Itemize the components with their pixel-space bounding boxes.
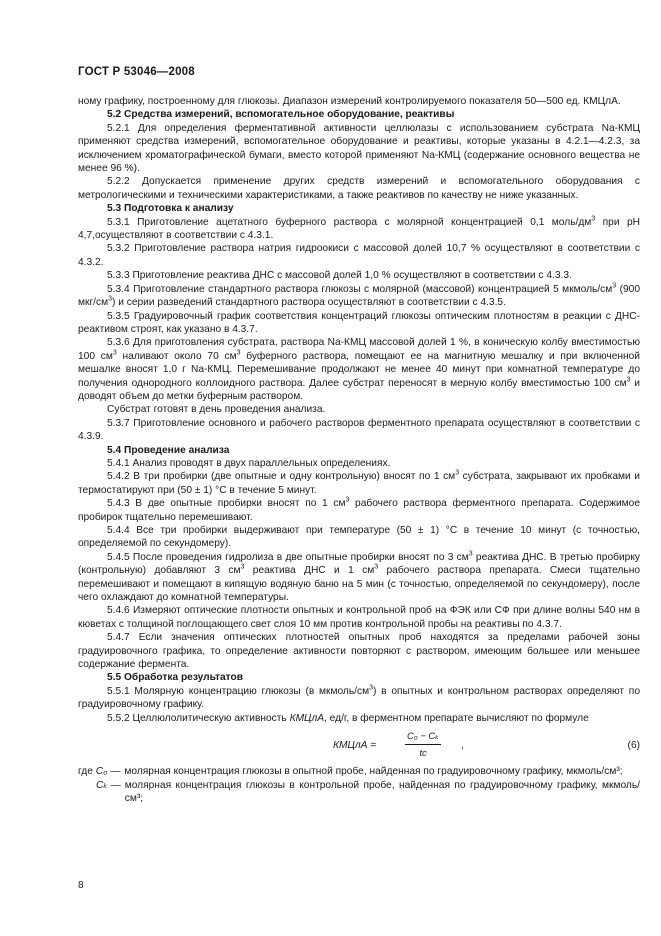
paragraph-5-3-5: 5.3.5 Градуировочный график соответствия концентраций глюкозы оптическим плотностям в реакции с ДНС-реактивом строят, как указано в 4.3.7.	[78, 310, 640, 335]
formula-number: (6)	[627, 740, 640, 752]
paragraph-5-3-7: 5.3.7 Приготовление основного и рабочего растворов ферментного препарата осуществляют в соответствии с 4.3.9.	[78, 417, 640, 443]
formula-fraction	[405, 729, 441, 759]
section-heading-5-3: 5.3 Подготовка к анализу	[107, 203, 234, 215]
paragraph-5-4-2: 5.4.2 В три пробирки (две опытные и одну контрольную) вносят по 1 $см^3$ субстрата, закрывают их пробками и термостатируют при (50 ± 1) °С в течение 5 минут.	[78, 469, 641, 496]
paragraph-5-3-3: 5.3.3 Приготовление реактива ДНС с массовой долей 1,0 % осуществляют в соответствии с 4.3.3.	[107, 270, 572, 282]
where-c0	[78, 765, 640, 778]
where-ck-desc: молярная концентрация глюкозы в контрольной пробе, найденная по градуировочному графику, мкмоль/см³;	[124, 779, 640, 804]
paragraph-5-5-2: 5.5.2 Целлюлолитическую активность КМЦлА, ед/г, в ферментном препарате вычисляют по формуле	[107, 712, 589, 724]
paragraph-5-3-1: 5.3.1 Приготовление ацетатного буферного раствора с молярной концентрацией 0,1 моль/$дм^3$ при pH 4,7,осуществляют в соответствии с 4.3.1.	[78, 215, 640, 242]
paragraph-5-2-1: 5.2.1 Для определения ферментативной активности целлюлазы с использованием субстрата Na-КМЦ применяют средства измерений, вспомогательное оборудование и реактивы, которые указаны в 4.2.1—4.2.3, за исключением хроматографической бумаги, вместо которой применяют Na-КМЦ (содержание основного вещества не менее 96 %).	[78, 122, 640, 175]
paragraph-5-4-5: 5.4.5 После проведения гидролиза в две опытные пробирки вносят по 3 $см^3$ реактива ДНС. В третью пробирку (контрольную) добавляют 3 $см^3$ реактива ДНС и 1 $см^3$ рабочего раствора препарата. Смеси тщательно перемешивают и помещают в кипящую водяную баню на 5 мин (с точностью, определяемой по секундомеру), после чего охлаждают до комнатной температуры.	[78, 550, 641, 604]
paragraph-5-4-1: 5.4.1 Анализ проводят в двух параллельных определениях.	[107, 457, 391, 469]
where-ck	[78, 779, 640, 806]
section-heading-5-5: 5.5 Обработка результатов	[107, 672, 244, 684]
where-c0-desc: молярная концентрация глюкозы в опытной пробе, найденная по градуировочному графику, мкмоль/см³;	[124, 766, 623, 778]
document-header: ГОСТ Р 53046—2008	[78, 66, 195, 78]
paragraph-5-3-6: 5.3.6 Для приготовления субстрата, раствора Na-КМЦ массовой долей 1 %, в коническую колбу вместимостью 100 $см^3$ наливают около 70 $см^3$ буферного раствора, помещают ее на магнитную мешалку и при включенной мешалке вносят 1,0 г Na-КМЦ. Перемешивание продолжают не менее 40 минут при комнатной температуре до получения однородного коллоидного раствора. Далее субстрат переносят в мерную колбу вместимостью 100 $см^3$ и доводят объем до метки буферным раствором.	[78, 337, 640, 402]
paragraph: ному графику, построенному для глюкозы. Диапазон измерений контролируемого показателя 50—500 ед. КМЦлА.	[78, 96, 621, 107]
paragraph-5-4-4: 5.4.4 Все три пробирки выдерживают при температуре (50 ± 1) °С в течение 10 минут (с точностью, определяемой по секундомеру).	[78, 525, 640, 550]
paragraph-5-3-2: 5.3.2 Приготовление раствора натрия гидроокиси с массовой долей 10,7 % осуществляют в соответствии с 4.3.2.	[78, 243, 640, 268]
document-body	[78, 95, 640, 805]
where-ck-symbol: Cₖ —	[96, 779, 121, 791]
paragraph-5-4-6: 5.4.6 Измеряют оптические плотности опытных и контрольной проб на ФЭК или СФ при длине волны 540 нм в кюветах с толщиной поглощающего свет слоя 10 мм против контрольной пробы на реактивы по 4.3.7.	[78, 605, 640, 630]
paragraph-5-5-1: 5.5.1 Молярную концентрацию глюкозы (в мкмоль/$см^3$) в опытных и контрольном растворах определяют по градуировочному графику.	[78, 684, 640, 711]
formula-lhs: КМЦлА =	[333, 740, 377, 752]
paragraph-5-4-7: 5.4.7 Если значения оптических плотностей опытных проб находятся за пределами рабочей зоны градуировочного графика, то определение активности повторяют с раствором, имеющим большее или меньшее содержание фермента.	[78, 632, 640, 671]
section-heading-5-4: 5.4 Проведение анализа	[107, 444, 230, 456]
where-intro: где C₀ —	[78, 766, 121, 778]
paragraph-5-3-4: 5.3.4 Приготовление стандартного раствора глюкозы с молярной (массовой) концентрацией 5 мкмоль/$см^3$ (900 мкг/$см^3$) и серии разведений стандартного раствора осуществляют в соответствии с 4.3.5.	[78, 282, 640, 309]
page-number: 8	[78, 880, 84, 891]
formula-numerator: C₀ − Cₖ	[405, 729, 441, 744]
formula-6	[78, 729, 640, 763]
section-heading-5-2: 5.2 Средства измерений, вспомогательное оборудование, реактивы	[107, 109, 455, 121]
formula-denominator: tc	[419, 746, 427, 758]
paragraph-5-2-2: 5.2.2 Допускается применение других средств измерений и вспомогательного оборудования с метрологическими и техническими характеристиками, а также реактивов по качеству не ниже указанных.	[78, 176, 640, 201]
paragraph-note: Субстрат готовят в день проведения анализа.	[107, 404, 326, 416]
paragraph-5-4-3: 5.4.3 В две опытные пробирки вносят по 1 $см^3$ рабочего раствора ферментного препарата. Содержимое пробирок тщательно перемешивают.	[78, 496, 640, 523]
formula-comma: ,	[461, 740, 464, 752]
